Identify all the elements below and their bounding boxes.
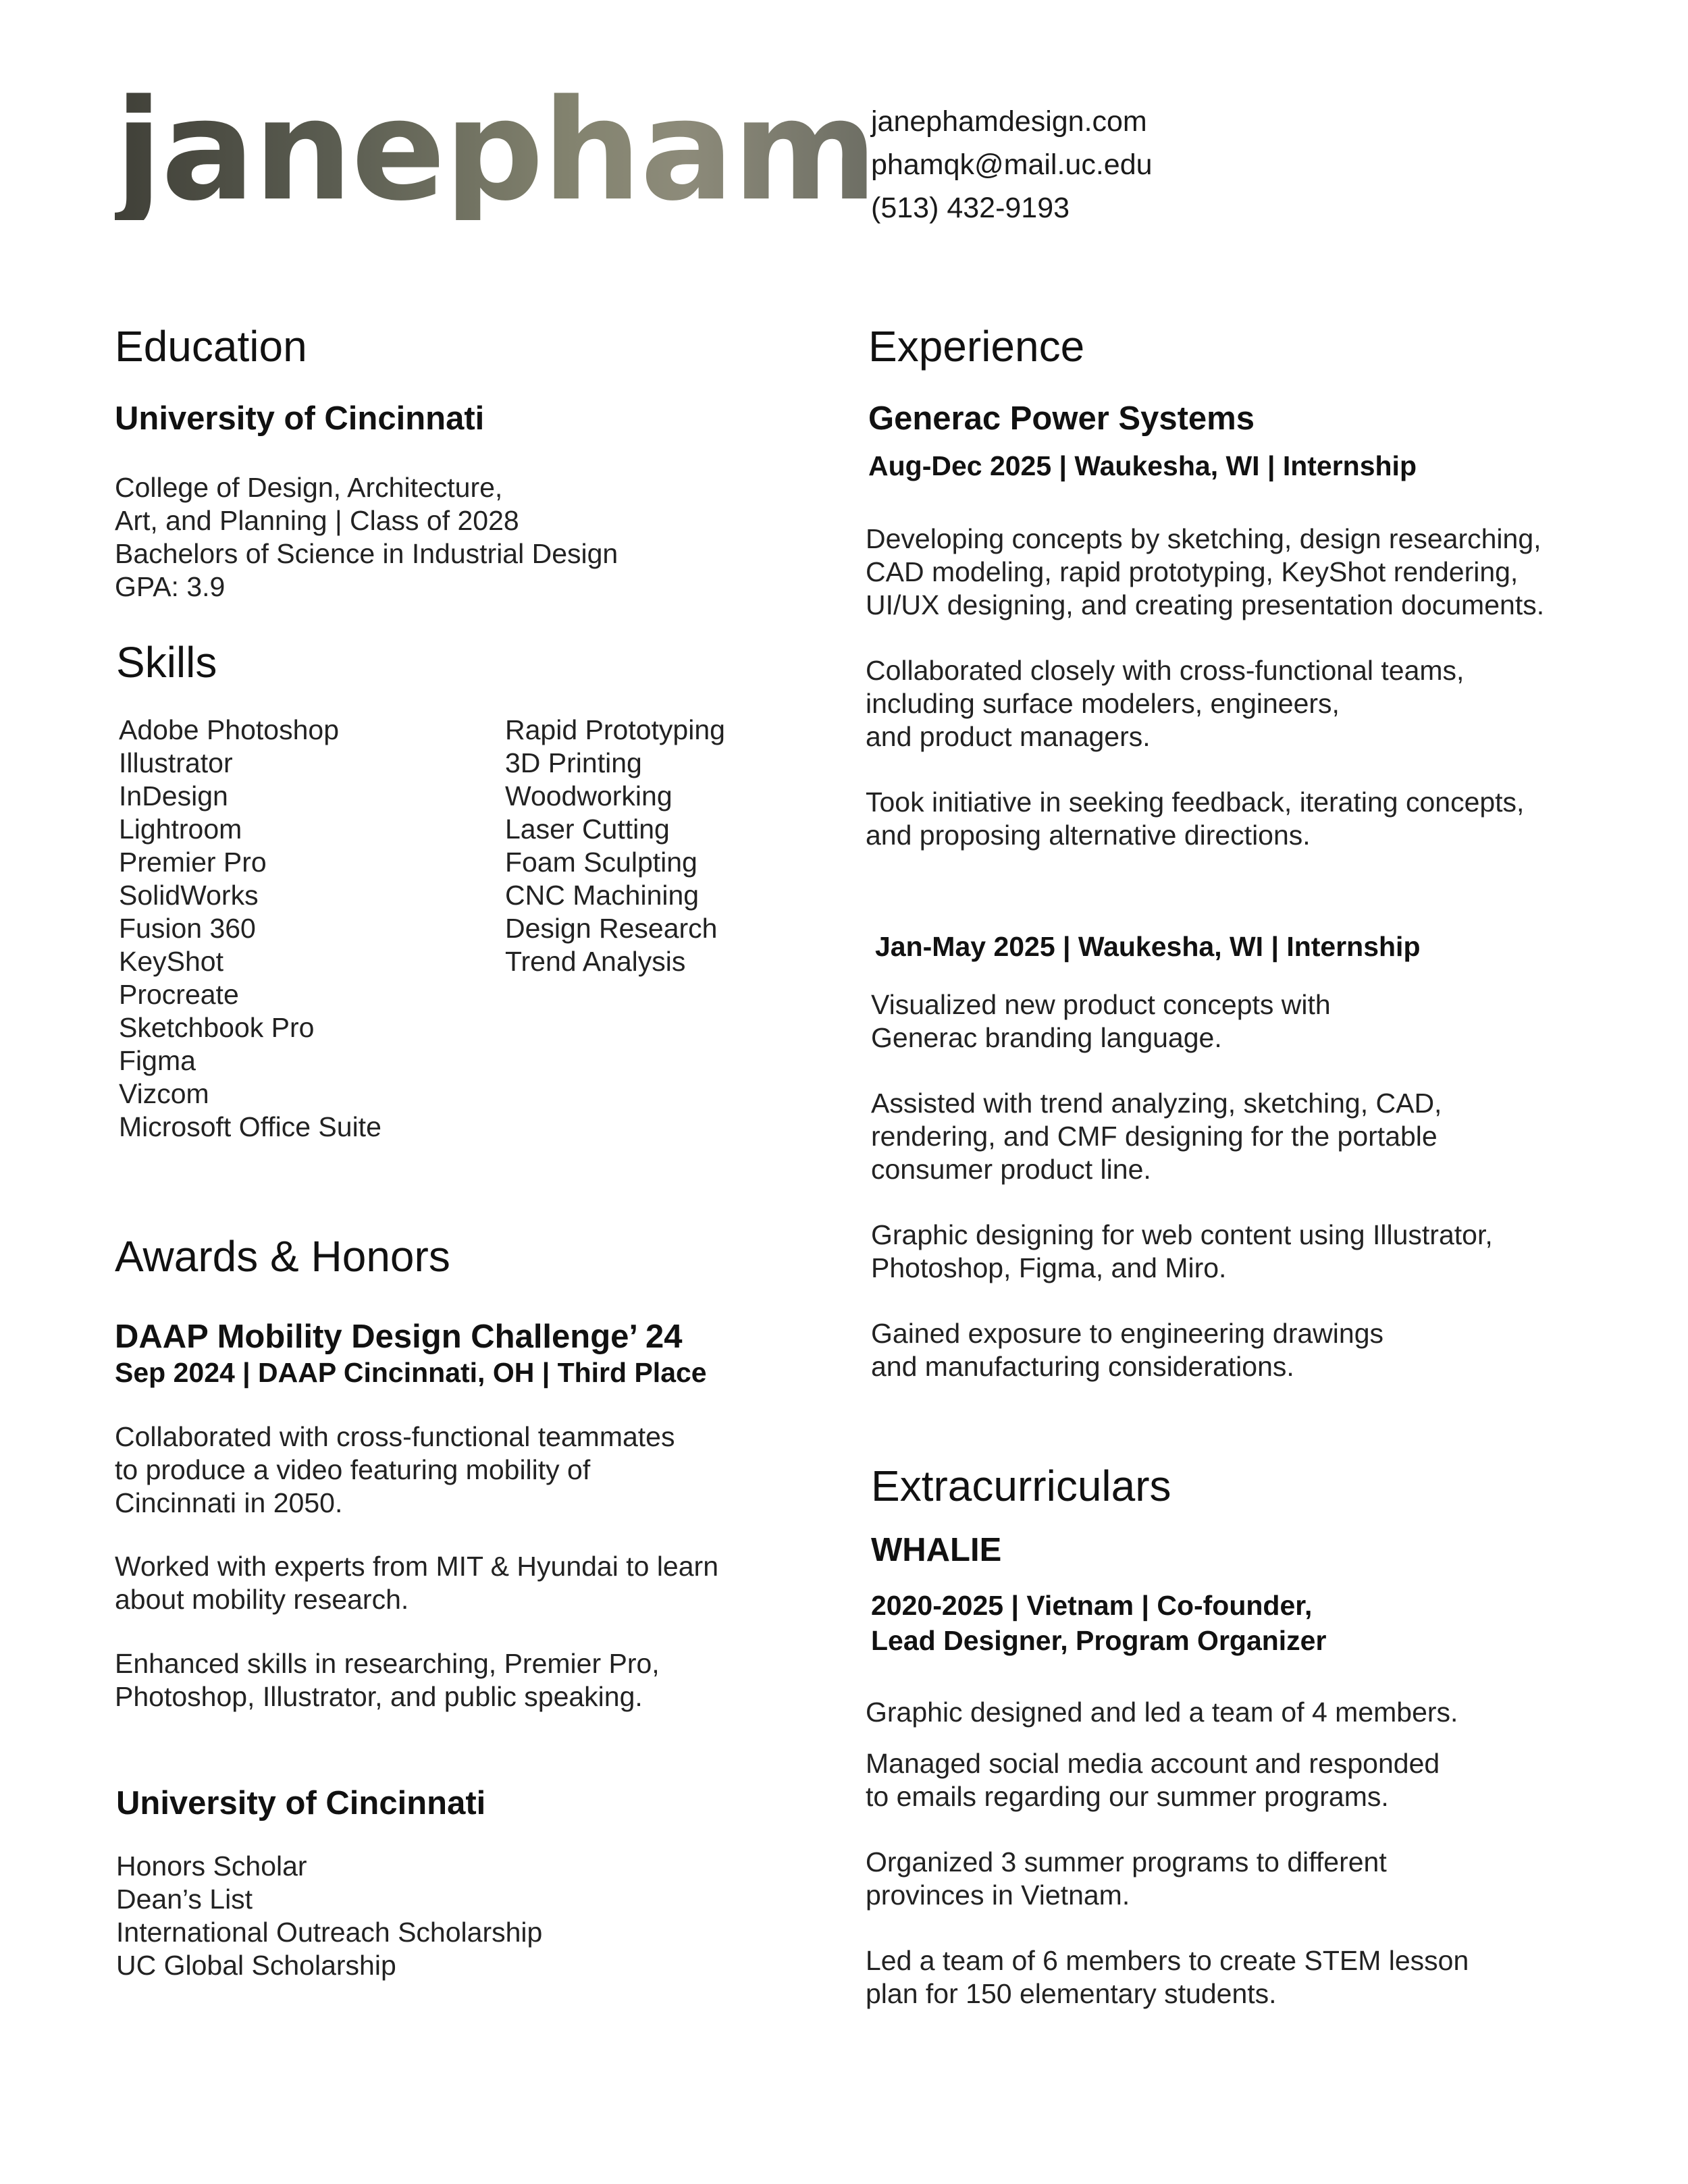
- email-link[interactable]: phamqk@mail.uc.edu: [871, 149, 1153, 181]
- extracurricular-description: [866, 1696, 1469, 2010]
- skill-item: Laser Cutting: [505, 814, 670, 845]
- job2-description: [871, 988, 1493, 1383]
- honor-item: Honors Scholar: [116, 1850, 307, 1882]
- honors-school: University of Cincinnati: [116, 1785, 486, 1821]
- skill-item: CNC Machining: [505, 880, 700, 911]
- experience-heading: Experience: [868, 322, 1085, 371]
- job1-meta: Aug-Dec 2025 | Waukesha, WI | Internship: [868, 450, 1417, 481]
- education-line: GPA: 3.9: [115, 571, 226, 602]
- skill-item: Lightroom: [119, 814, 242, 845]
- text-line: and product managers.: [866, 721, 1151, 752]
- award-paragraph: [115, 1550, 718, 1616]
- award-paragraph: [115, 1647, 718, 1713]
- skill-item: Premier Pro: [119, 847, 267, 878]
- extracurricular-paragraph: [866, 1944, 1469, 2010]
- job1-paragraph: [866, 523, 1544, 622]
- job1-description: [866, 523, 1544, 852]
- text-line: Collaborated with cross-functional teammates: [115, 1421, 675, 1452]
- skill-item: Illustrator: [119, 747, 233, 778]
- honor-item: International Outreach Scholarship: [116, 1917, 543, 1948]
- extracurricular-paragraph: [866, 1696, 1469, 1729]
- education-line: Art, and Planning | Class of 2028: [115, 505, 519, 536]
- skill-item: SolidWorks: [119, 880, 259, 911]
- job2-paragraph: [871, 1087, 1493, 1186]
- job2-meta: Jan-May 2025 | Waukesha, WI | Internship: [875, 931, 1421, 962]
- text-line: Graphic designing for web content using Illustrator,: [871, 1219, 1493, 1250]
- skill-item: Microsoft Office Suite: [119, 1111, 381, 1142]
- extracurricular-meta: [871, 1588, 1326, 1658]
- text-line: to produce a video featuring mobility of: [115, 1454, 591, 1485]
- text-line: Worked with experts from MIT & Hyundai to learn: [115, 1551, 718, 1582]
- award-paragraph: [115, 1420, 718, 1520]
- experience-company: Generac Power Systems: [868, 400, 1255, 437]
- education-heading: Education: [115, 322, 307, 371]
- text-line: Assisted with trend analyzing, sketching, CAD,: [871, 1088, 1442, 1119]
- skill-item: Rapid Prototyping: [505, 714, 725, 745]
- text-line: consumer product line.: [871, 1154, 1151, 1185]
- skill-item: Foam Sculpting: [505, 847, 697, 878]
- extracurricular-paragraph: [866, 1747, 1469, 1813]
- award-description: [115, 1420, 718, 1713]
- skill-item: Design Research: [505, 913, 718, 944]
- text-line: Managed social media account and responded: [866, 1748, 1440, 1779]
- education-school: University of Cincinnati: [115, 400, 485, 437]
- text-line: Developing concepts by sketching, design researching,: [866, 523, 1541, 554]
- skill-item: InDesign: [119, 780, 228, 811]
- text-line: Enhanced skills in researching, Premier Pro,: [115, 1648, 660, 1679]
- job2-paragraph: [871, 1219, 1493, 1285]
- text-line: about mobility research.: [115, 1584, 409, 1615]
- text-line: Cincinnati in 2050.: [115, 1487, 343, 1518]
- skill-item: Figma: [119, 1045, 196, 1076]
- extracurricular-paragraph: [866, 1846, 1469, 1912]
- job1-paragraph: [866, 654, 1544, 753]
- name-logo: janepham: [115, 70, 876, 232]
- skill-item: Fusion 360: [119, 913, 256, 944]
- award-meta: Sep 2024 | DAAP Cincinnati, OH | Third Place: [115, 1357, 707, 1388]
- skill-item: Woodworking: [505, 780, 672, 811]
- job1-paragraph: [866, 786, 1544, 852]
- text-line: Led a team of 6 members to create STEM lesson: [866, 1945, 1469, 1976]
- text-line: rendering, and CMF designing for the portable: [871, 1121, 1438, 1152]
- text-line: Photoshop, Illustrator, and public speaking.: [115, 1681, 643, 1712]
- meta-line: 2020-2025 | Vietnam | Co-founder,: [871, 1590, 1313, 1621]
- website-link[interactable]: janephamdesign.com: [871, 105, 1147, 138]
- honors-list: [116, 1850, 542, 1982]
- text-line: CAD modeling, rapid prototyping, KeyShot rendering,: [866, 556, 1519, 587]
- honor-item: UC Global Scholarship: [116, 1950, 396, 1981]
- job2-paragraph: [871, 988, 1493, 1055]
- text-line: Photoshop, Figma, and Miro.: [871, 1252, 1227, 1283]
- skills-list-fabrication: [505, 714, 725, 978]
- education-details: [115, 471, 618, 604]
- skill-item: Procreate: [119, 979, 239, 1010]
- education-line: College of Design, Architecture,: [115, 472, 503, 503]
- skill-item: Vizcom: [119, 1078, 209, 1109]
- meta-line: Lead Designer, Program Organizer: [871, 1625, 1327, 1656]
- education-line: Bachelors of Science in Industrial Design: [115, 538, 618, 569]
- text-line: UI/UX designing, and creating presentation documents.: [866, 589, 1545, 620]
- text-line: to emails regarding our summer programs.: [866, 1781, 1389, 1812]
- text-line: Gained exposure to engineering drawings: [871, 1318, 1384, 1349]
- skill-item: Trend Analysis: [505, 946, 686, 977]
- text-line: Graphic designed and led a team of 4 members.: [866, 1697, 1458, 1728]
- skills-list-software: [119, 714, 381, 1144]
- extracurriculars-heading: Extracurriculars: [871, 1462, 1171, 1510]
- honor-item: Dean’s List: [116, 1884, 253, 1915]
- text-line: Generac branding language.: [871, 1022, 1222, 1053]
- skill-item: Sketchbook Pro: [119, 1012, 315, 1043]
- skill-item: KeyShot: [119, 946, 223, 977]
- text-line: Collaborated closely with cross-functional teams,: [866, 655, 1465, 686]
- text-line: and proposing alternative directions.: [866, 820, 1311, 851]
- skill-item: 3D Printing: [505, 747, 642, 778]
- text-line: and manufacturing considerations.: [871, 1351, 1294, 1382]
- job2-paragraph: [871, 1317, 1493, 1383]
- phone-number: (513) 432-9193: [871, 192, 1070, 224]
- awards-heading: Awards & Honors: [115, 1232, 450, 1281]
- skills-heading: Skills: [116, 638, 217, 687]
- award-title: DAAP Mobility Design Challenge’ 24: [115, 1319, 683, 1355]
- skill-item: Adobe Photoshop: [119, 714, 339, 745]
- contact-block: [871, 100, 1153, 230]
- extracurricular-org: WHALIE: [871, 1532, 1002, 1568]
- text-line: Visualized new product concepts with: [871, 989, 1331, 1020]
- text-line: including surface modelers, engineers,: [866, 688, 1340, 719]
- text-line: provinces in Vietnam.: [866, 1880, 1130, 1911]
- text-line: plan for 150 elementary students.: [866, 1978, 1277, 2009]
- text-line: Organized 3 summer programs to different: [866, 1846, 1387, 1877]
- text-line: Took initiative in seeking feedback, iterating concepts,: [866, 787, 1525, 818]
